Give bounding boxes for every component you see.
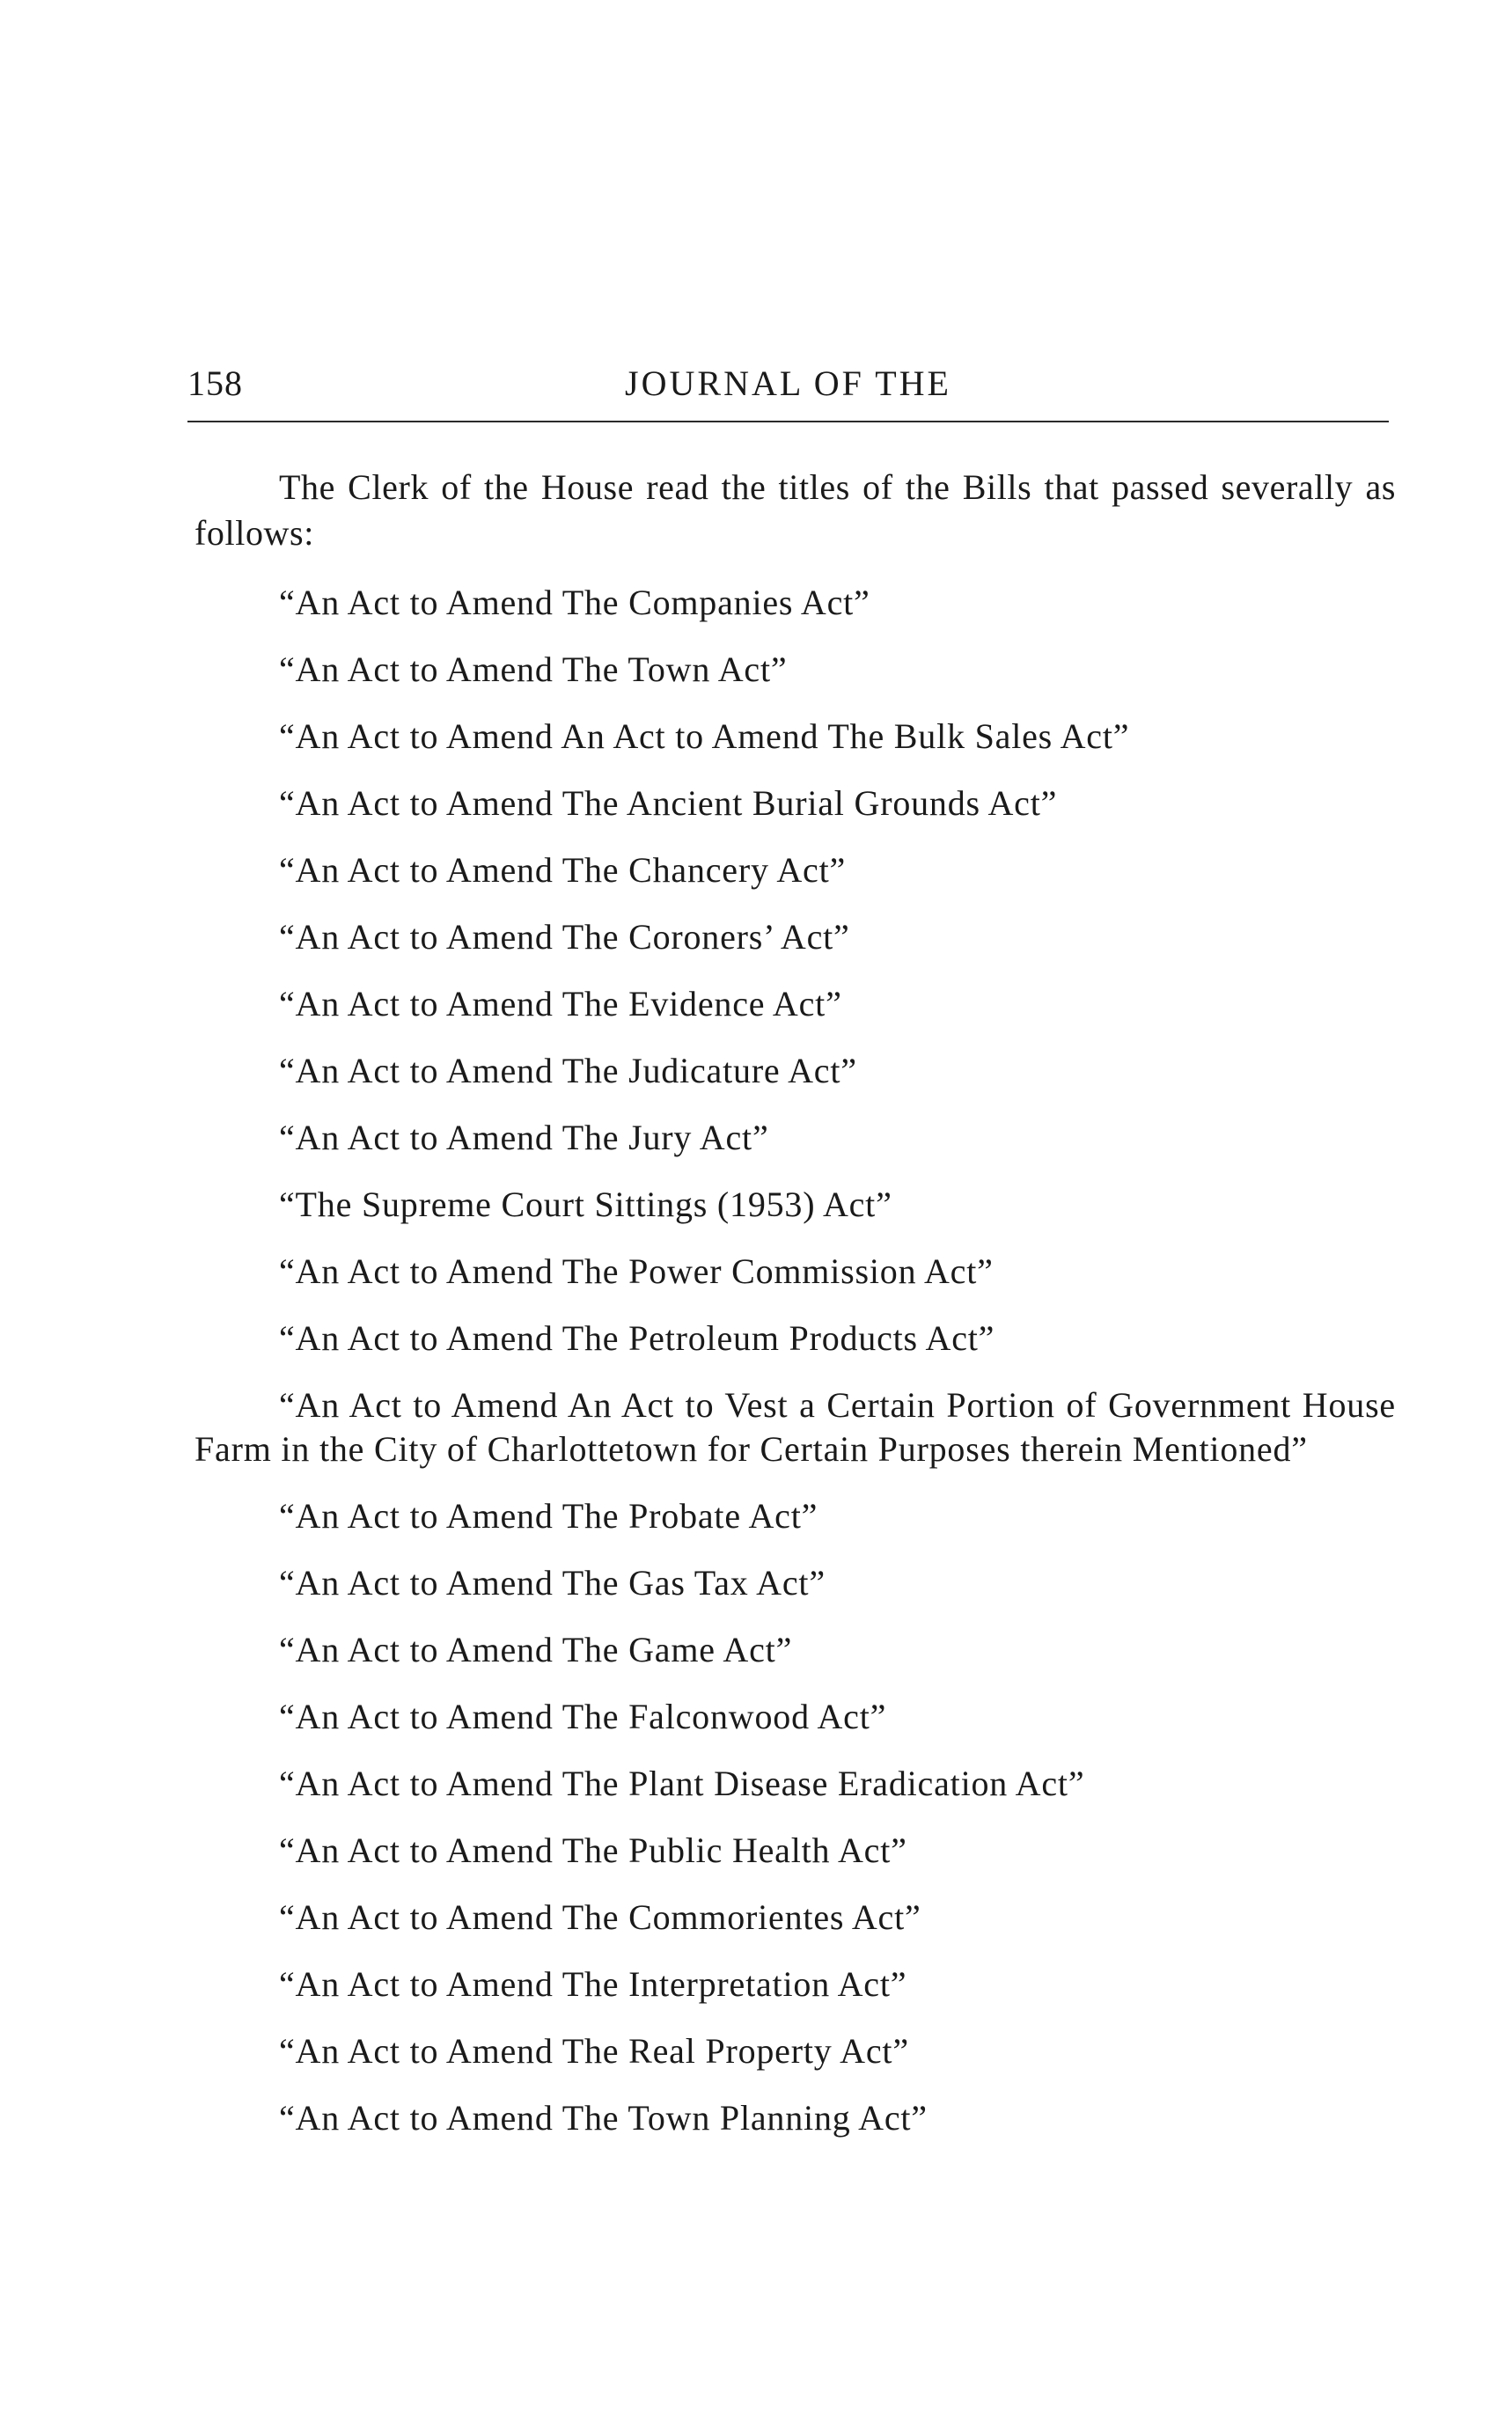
bill-title: “An Act to Amend An Act to Amend The Bulk Sales Act”: [279, 716, 1130, 756]
bill-title: “An Act to Amend The Petroleum Products Act”: [279, 1318, 995, 1358]
page-header: [187, 363, 1389, 415]
bill-list: [195, 581, 1396, 2153]
bill-title: “An Act to Amend The Gas Tax Act”: [279, 1563, 826, 1603]
header-rule: [187, 421, 1389, 422]
bill-title: “An Act to Amend The Commorientes Act”: [279, 1897, 921, 1937]
bill-title: “An Act to Amend The Falconwood Act”: [279, 1697, 887, 1736]
bill-title: “An Act to Amend The Interpretation Act”: [279, 1964, 907, 2004]
intro-paragraph: The Clerk of the House read the titles of the Bills that passed severally as follows:: [195, 467, 1396, 553]
bill-title: “An Act to Amend The Coroners’ Act”: [279, 917, 850, 957]
bill-title: “An Act to Amend An Act to Vest a Certain Portion of Government House Farm in the City of Charlottetown for Certain Purposes therein Mentioned”: [195, 1385, 1396, 1469]
bill-title: “An Act to Amend The Game Act”: [279, 1630, 793, 1669]
page-number: 158: [187, 363, 243, 403]
bill-title: “The Supreme Court Sittings (1953) Act”: [279, 1185, 892, 1224]
bill-title: “An Act to Amend The Public Health Act”: [279, 1830, 907, 1870]
running-title: JOURNAL OF THE: [625, 363, 951, 403]
bill-title: “An Act to Amend The Ancient Burial Grounds Act”: [279, 783, 1058, 823]
bill-title: “An Act to Amend The Jury Act”: [279, 1118, 769, 1157]
bill-title: “An Act to Amend The Chancery Act”: [279, 850, 847, 890]
bill-title: “An Act to Amend The Probate Act”: [279, 1496, 818, 1536]
bill-title: “An Act to Amend The Evidence Act”: [279, 984, 842, 1023]
bill-title: “An Act to Amend The Real Property Act”: [279, 2031, 909, 2071]
bill-title: “An Act to Amend The Town Planning Act”: [279, 2098, 928, 2138]
bill-title: “An Act to Amend The Power Commission Act”: [279, 1251, 994, 1291]
bill-title: “An Act to Amend The Judicature Act”: [279, 1051, 857, 1090]
bill-title: “An Act to Amend The Plant Disease Eradication Act”: [279, 1764, 1085, 1803]
bill-title: “An Act to Amend The Companies Act”: [279, 583, 870, 622]
bill-title: “An Act to Amend The Town Act”: [279, 649, 788, 689]
